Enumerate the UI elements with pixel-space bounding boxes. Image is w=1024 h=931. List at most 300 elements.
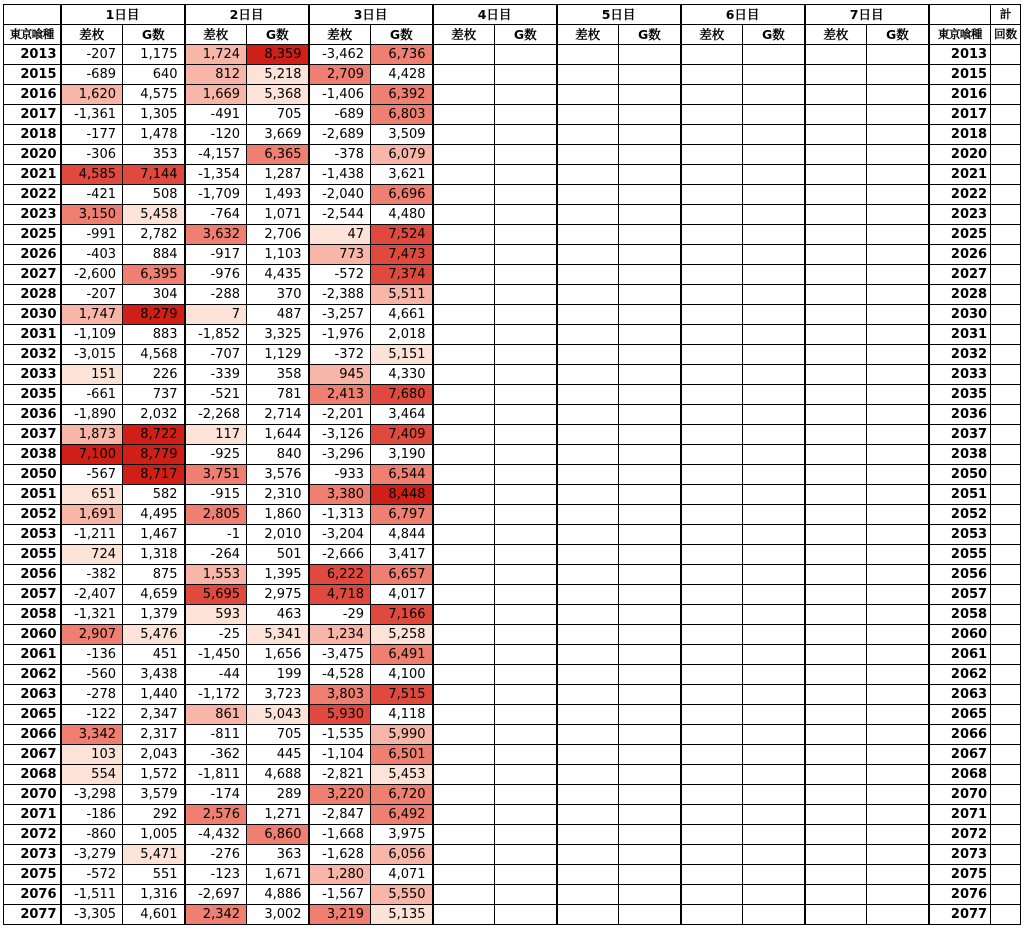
count-cell[interactable] [991,605,1021,625]
machine-number-cell[interactable]: 2071 [4,805,61,825]
empty-cell[interactable] [433,145,495,165]
games-cell[interactable]: 7,374 [371,265,433,285]
empty-cell[interactable] [743,125,805,145]
games-cell[interactable]: 5,458 [123,205,185,225]
empty-cell[interactable] [619,145,681,165]
machine-number-cell[interactable]: 2052 [4,505,61,525]
games-cell[interactable]: 551 [123,865,185,885]
diff-cell[interactable]: -4,157 [185,145,247,165]
empty-cell[interactable] [433,745,495,765]
diff-cell[interactable]: -572 [61,865,123,885]
day-1-games-header[interactable]: G数 [123,25,185,45]
diff-cell[interactable]: 554 [61,765,123,785]
games-cell[interactable]: 2,714 [247,405,309,425]
diff-cell[interactable]: -976 [185,265,247,285]
empty-cell[interactable] [557,425,619,445]
empty-cell[interactable] [805,745,867,765]
machine-number-cell-right[interactable]: 2053 [929,525,991,545]
count-cell[interactable] [991,105,1021,125]
empty-cell[interactable] [805,905,867,925]
empty-cell[interactable] [557,905,619,925]
games-cell[interactable]: 5,341 [247,625,309,645]
empty-cell[interactable] [743,505,805,525]
diff-cell[interactable]: -2,040 [309,185,371,205]
machine-number-cell-right[interactable]: 2025 [929,225,991,245]
diff-cell[interactable]: -2,407 [61,585,123,605]
empty-cell[interactable] [743,245,805,265]
diff-cell[interactable]: 1,873 [61,425,123,445]
games-cell[interactable]: 1,287 [247,165,309,185]
diff-cell[interactable]: -991 [61,225,123,245]
empty-cell[interactable] [805,145,867,165]
count-cell[interactable] [991,705,1021,725]
empty-cell[interactable] [805,85,867,105]
machine-number-cell-right[interactable]: 2027 [929,265,991,285]
empty-cell[interactable] [495,865,557,885]
empty-cell[interactable] [743,805,805,825]
empty-cell[interactable] [619,685,681,705]
games-cell[interactable]: 451 [123,645,185,665]
games-cell[interactable]: 2,317 [123,725,185,745]
empty-cell[interactable] [805,45,867,65]
count-cell[interactable] [991,585,1021,605]
count-cell[interactable] [991,665,1021,685]
diff-cell[interactable]: -1,511 [61,885,123,905]
empty-cell[interactable] [867,445,929,465]
diff-cell[interactable]: -174 [185,785,247,805]
empty-cell[interactable] [619,865,681,885]
empty-cell[interactable] [867,385,929,405]
empty-cell[interactable] [867,205,929,225]
count-cell[interactable] [991,565,1021,585]
empty-cell[interactable] [867,725,929,745]
diff-cell[interactable]: -1,668 [309,825,371,845]
games-cell[interactable]: 6,720 [371,785,433,805]
empty-cell[interactable] [557,805,619,825]
diff-cell[interactable]: -917 [185,245,247,265]
count-cell[interactable] [991,285,1021,305]
diff-cell[interactable]: -2,666 [309,545,371,565]
games-cell[interactable]: 4,071 [371,865,433,885]
diff-cell[interactable]: -372 [309,345,371,365]
empty-cell[interactable] [495,365,557,385]
diff-cell[interactable]: -661 [61,385,123,405]
diff-cell[interactable]: 2,709 [309,65,371,85]
diff-cell[interactable]: 945 [309,365,371,385]
day-2-games-header[interactable]: G数 [247,25,309,45]
empty-cell[interactable] [557,545,619,565]
empty-cell[interactable] [867,185,929,205]
machine-number-cell[interactable]: 2068 [4,765,61,785]
day-2-diff-header[interactable]: 差枚 [185,25,247,45]
empty-cell[interactable] [619,445,681,465]
empty-cell[interactable] [743,685,805,705]
games-cell[interactable]: 7,473 [371,245,433,265]
empty-cell[interactable] [867,125,929,145]
empty-cell[interactable] [619,785,681,805]
diff-cell[interactable]: 1,280 [309,865,371,885]
diff-cell[interactable]: -925 [185,445,247,465]
empty-cell[interactable] [619,125,681,145]
machine-number-cell-right[interactable]: 2023 [929,205,991,225]
diff-cell[interactable]: -339 [185,365,247,385]
count-cell[interactable] [991,445,1021,465]
machine-number-cell[interactable]: 2020 [4,145,61,165]
machine-number-cell-right[interactable]: 2068 [929,765,991,785]
count-cell[interactable] [991,805,1021,825]
games-cell[interactable]: 289 [247,785,309,805]
empty-cell[interactable] [867,605,929,625]
diff-cell[interactable]: 2,413 [309,385,371,405]
empty-cell[interactable] [557,865,619,885]
empty-cell[interactable] [867,425,929,445]
empty-cell[interactable] [495,905,557,925]
machine-number-cell[interactable]: 2076 [4,885,61,905]
diff-cell[interactable]: -2,201 [309,405,371,425]
empty-cell[interactable] [805,505,867,525]
machine-number-cell-right[interactable]: 2066 [929,725,991,745]
empty-cell[interactable] [681,665,743,685]
games-cell[interactable]: 5,368 [247,85,309,105]
empty-cell[interactable] [743,625,805,645]
games-cell[interactable]: 6,491 [371,645,433,665]
games-cell[interactable]: 1,572 [123,765,185,785]
diff-cell[interactable]: -2,544 [309,205,371,225]
diff-cell[interactable]: 1,620 [61,85,123,105]
empty-cell[interactable] [433,105,495,125]
empty-cell[interactable] [743,65,805,85]
empty-cell[interactable] [557,405,619,425]
empty-cell[interactable] [681,845,743,865]
empty-cell[interactable] [495,225,557,245]
empty-cell[interactable] [619,645,681,665]
diff-cell[interactable]: -1,567 [309,885,371,905]
diff-cell[interactable]: -1,890 [61,405,123,425]
empty-cell[interactable] [681,565,743,585]
machine-number-cell[interactable]: 2031 [4,325,61,345]
empty-cell[interactable] [743,905,805,925]
diff-cell[interactable]: -3,298 [61,785,123,805]
diff-cell[interactable]: -4,432 [185,825,247,845]
empty-cell[interactable] [619,305,681,325]
empty-cell[interactable] [495,405,557,425]
count-header[interactable]: 回数 [991,25,1021,45]
empty-cell[interactable] [433,905,495,925]
empty-cell[interactable] [743,185,805,205]
empty-cell[interactable] [805,685,867,705]
empty-cell[interactable] [681,785,743,805]
games-cell[interactable]: 3,325 [247,325,309,345]
count-cell[interactable] [991,725,1021,745]
games-cell[interactable]: 6,803 [371,105,433,125]
machine-number-cell[interactable]: 2053 [4,525,61,545]
empty-cell[interactable] [433,485,495,505]
games-cell[interactable]: 3,576 [247,465,309,485]
diff-cell[interactable]: -264 [185,545,247,565]
empty-cell[interactable] [433,865,495,885]
empty-cell[interactable] [495,305,557,325]
empty-cell[interactable] [433,785,495,805]
machine-number-cell[interactable]: 2073 [4,845,61,865]
count-cell[interactable] [991,205,1021,225]
games-cell[interactable]: 5,135 [371,905,433,925]
diff-cell[interactable]: -3,296 [309,445,371,465]
games-cell[interactable]: 4,844 [371,525,433,545]
diff-cell[interactable]: -3,305 [61,905,123,925]
machine-number-cell-right[interactable]: 2075 [929,865,991,885]
empty-cell[interactable] [619,165,681,185]
empty-cell[interactable] [557,665,619,685]
games-cell[interactable]: 1,316 [123,885,185,905]
empty-cell[interactable] [495,185,557,205]
empty-cell[interactable] [495,605,557,625]
empty-cell[interactable] [557,365,619,385]
empty-cell[interactable] [619,825,681,845]
machine-number-cell[interactable]: 2070 [4,785,61,805]
empty-cell[interactable] [495,465,557,485]
empty-cell[interactable] [557,505,619,525]
diff-cell[interactable]: -860 [61,825,123,845]
empty-cell[interactable] [743,525,805,545]
empty-cell[interactable] [619,505,681,525]
diff-cell[interactable]: 3,219 [309,905,371,925]
machine-number-cell[interactable]: 2061 [4,645,61,665]
empty-cell[interactable] [433,725,495,745]
empty-cell[interactable] [557,245,619,265]
empty-cell[interactable] [557,85,619,105]
empty-cell[interactable] [557,45,619,65]
empty-cell[interactable] [495,425,557,445]
machine-number-cell-right[interactable]: 2020 [929,145,991,165]
empty-cell[interactable] [433,525,495,545]
machine-number-cell-right[interactable]: 2052 [929,505,991,525]
games-cell[interactable]: 1,305 [123,105,185,125]
empty-cell[interactable] [495,525,557,545]
empty-cell[interactable] [495,45,557,65]
empty-cell[interactable] [867,585,929,605]
empty-cell[interactable] [867,245,929,265]
diff-cell[interactable]: 724 [61,545,123,565]
empty-cell[interactable] [681,85,743,105]
empty-cell[interactable] [743,865,805,885]
games-cell[interactable]: 3,438 [123,665,185,685]
empty-cell[interactable] [805,565,867,585]
empty-cell[interactable] [495,85,557,105]
empty-cell[interactable] [743,145,805,165]
machine-number-cell[interactable]: 2018 [4,125,61,145]
empty-cell[interactable] [433,765,495,785]
machine-number-cell-right[interactable]: 2031 [929,325,991,345]
empty-cell[interactable] [867,805,929,825]
empty-cell[interactable] [557,645,619,665]
empty-cell[interactable] [681,105,743,125]
games-cell[interactable]: 463 [247,605,309,625]
count-cell[interactable] [991,845,1021,865]
empty-cell[interactable] [557,725,619,745]
diff-cell[interactable]: 1,691 [61,505,123,525]
count-cell[interactable] [991,225,1021,245]
diff-cell[interactable]: 3,150 [61,205,123,225]
machine-number-cell-right[interactable]: 2030 [929,305,991,325]
empty-cell[interactable] [433,345,495,365]
empty-cell[interactable] [557,745,619,765]
diff-cell[interactable]: -1,104 [309,745,371,765]
games-cell[interactable]: 1,493 [247,185,309,205]
empty-cell[interactable] [867,65,929,85]
diff-cell[interactable]: 812 [185,65,247,85]
diff-cell[interactable]: -403 [61,245,123,265]
count-cell[interactable] [991,405,1021,425]
diff-cell[interactable]: -2,600 [61,265,123,285]
diff-cell[interactable]: -1,321 [61,605,123,625]
empty-cell[interactable] [681,705,743,725]
games-cell[interactable]: 8,779 [123,445,185,465]
empty-cell[interactable] [557,685,619,705]
empty-cell[interactable] [495,625,557,645]
empty-cell[interactable] [619,45,681,65]
empty-cell[interactable] [805,485,867,505]
machine-number-cell[interactable]: 2066 [4,725,61,745]
empty-cell[interactable] [619,85,681,105]
diff-cell[interactable]: -25 [185,625,247,645]
games-cell[interactable]: 4,428 [371,65,433,85]
diff-cell[interactable]: 3,632 [185,225,247,245]
empty-cell[interactable] [681,185,743,205]
empty-cell[interactable] [433,625,495,645]
count-cell[interactable] [991,125,1021,145]
empty-cell[interactable] [433,225,495,245]
diff-cell[interactable]: -811 [185,725,247,745]
games-cell[interactable]: 370 [247,285,309,305]
games-cell[interactable]: 2,310 [247,485,309,505]
empty-cell[interactable] [495,165,557,185]
games-cell[interactable]: 1,129 [247,345,309,365]
machine-number-cell-right[interactable]: 2063 [929,685,991,705]
games-cell[interactable]: 8,359 [247,45,309,65]
empty-cell[interactable] [433,505,495,525]
empty-cell[interactable] [867,745,929,765]
machine-number-cell-right[interactable]: 2057 [929,585,991,605]
day-7-games-header[interactable]: G数 [867,25,929,45]
diff-cell[interactable]: -4,528 [309,665,371,685]
games-cell[interactable]: 292 [123,805,185,825]
games-cell[interactable]: 8,448 [371,485,433,505]
empty-cell[interactable] [867,345,929,365]
games-cell[interactable]: 353 [123,145,185,165]
empty-cell[interactable] [805,865,867,885]
machine-number-cell[interactable]: 2037 [4,425,61,445]
games-cell[interactable]: 5,476 [123,625,185,645]
games-cell[interactable]: 6,736 [371,45,433,65]
diff-cell[interactable]: 2,576 [185,805,247,825]
empty-cell[interactable] [619,285,681,305]
empty-cell[interactable] [433,645,495,665]
games-cell[interactable]: 5,550 [371,885,433,905]
empty-cell[interactable] [681,805,743,825]
empty-cell[interactable] [557,705,619,725]
empty-cell[interactable] [495,285,557,305]
machine-number-cell-right[interactable]: 2051 [929,485,991,505]
empty-cell[interactable] [867,845,929,865]
empty-cell[interactable] [805,465,867,485]
empty-cell[interactable] [495,845,557,865]
games-cell[interactable]: 2,975 [247,585,309,605]
empty-cell[interactable] [495,245,557,265]
machine-number-cell[interactable]: 2072 [4,825,61,845]
games-cell[interactable]: 2,032 [123,405,185,425]
empty-cell[interactable] [805,445,867,465]
games-cell[interactable]: 737 [123,385,185,405]
games-cell[interactable]: 4,495 [123,505,185,525]
empty-cell[interactable] [433,125,495,145]
diff-cell[interactable]: -136 [61,645,123,665]
machine-number-cell-right[interactable]: 2015 [929,65,991,85]
games-cell[interactable]: 5,043 [247,705,309,725]
count-cell[interactable] [991,685,1021,705]
machine-number-cell-right[interactable]: 2061 [929,645,991,665]
machine-number-cell-right[interactable]: 2062 [929,665,991,685]
empty-cell[interactable] [495,505,557,525]
games-cell[interactable]: 705 [247,725,309,745]
machine-number-cell[interactable]: 2063 [4,685,61,705]
machine-number-cell-right[interactable]: 2035 [929,385,991,405]
games-cell[interactable]: 8,279 [123,305,185,325]
empty-cell[interactable] [681,485,743,505]
games-cell[interactable]: 4,568 [123,345,185,365]
count-cell[interactable] [991,365,1021,385]
empty-cell[interactable] [681,325,743,345]
machine-number-cell-right[interactable]: 2013 [929,45,991,65]
empty-cell[interactable] [743,265,805,285]
games-cell[interactable]: 6,079 [371,145,433,165]
empty-cell[interactable] [681,165,743,185]
games-cell[interactable]: 5,453 [371,765,433,785]
machine-number-cell[interactable]: 2032 [4,345,61,365]
empty-cell[interactable] [495,765,557,785]
empty-cell[interactable] [867,825,929,845]
empty-cell[interactable] [433,665,495,685]
empty-cell[interactable] [867,85,929,105]
empty-cell[interactable] [743,445,805,465]
diff-cell[interactable]: -1,172 [185,685,247,705]
diff-cell[interactable]: -1,438 [309,165,371,185]
diff-cell[interactable]: -2,847 [309,805,371,825]
empty-cell[interactable] [743,325,805,345]
empty-cell[interactable] [619,265,681,285]
day-5-diff-header[interactable]: 差枚 [557,25,619,45]
empty-cell[interactable] [619,205,681,225]
day-2-header[interactable]: 2日目 [185,5,309,25]
machine-number-cell[interactable]: 2023 [4,205,61,225]
diff-cell[interactable]: -2,821 [309,765,371,785]
empty-cell[interactable] [619,325,681,345]
empty-cell[interactable] [557,845,619,865]
empty-cell[interactable] [743,725,805,745]
empty-cell[interactable] [619,245,681,265]
count-cell[interactable] [991,45,1021,65]
empty-cell[interactable] [681,305,743,325]
games-cell[interactable]: 6,657 [371,565,433,585]
empty-cell[interactable] [867,485,929,505]
empty-cell[interactable] [805,285,867,305]
empty-cell[interactable] [681,245,743,265]
count-cell[interactable] [991,425,1021,445]
diff-cell[interactable]: 1,747 [61,305,123,325]
empty-cell[interactable] [867,645,929,665]
empty-cell[interactable] [867,525,929,545]
diff-cell[interactable]: -567 [61,465,123,485]
empty-cell[interactable] [433,585,495,605]
